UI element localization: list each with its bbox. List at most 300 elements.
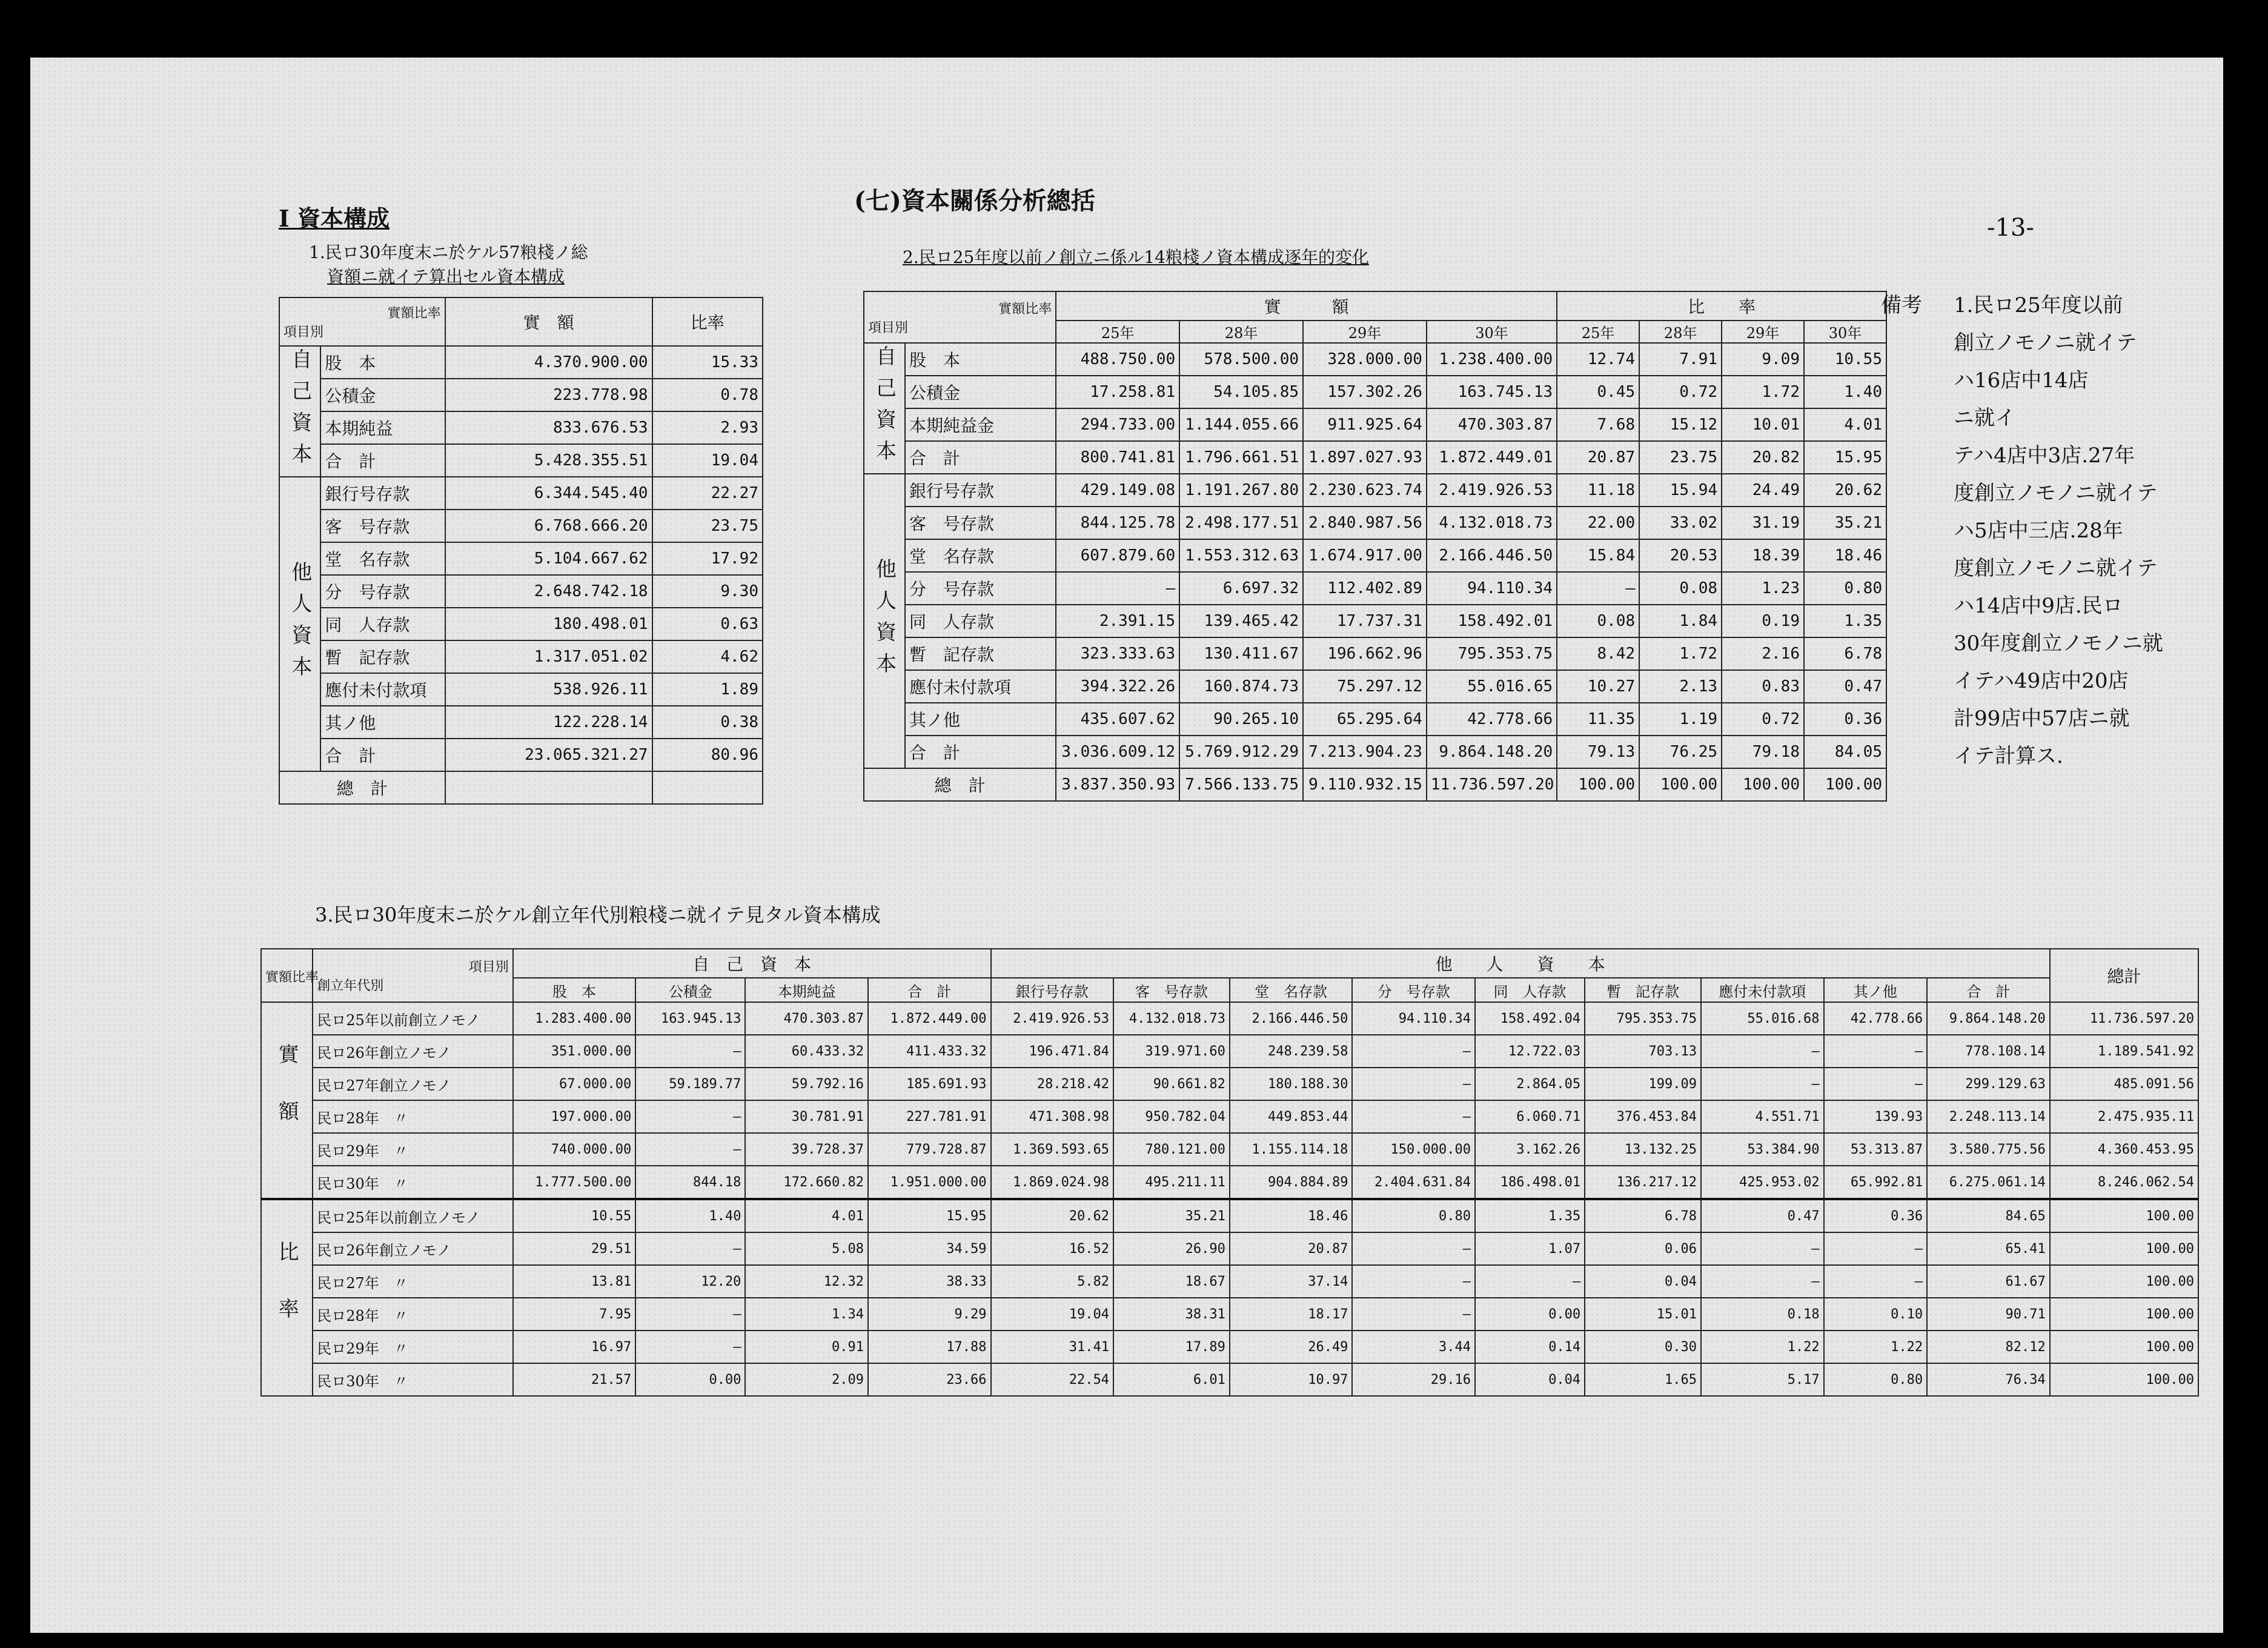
t3-row bbox=[261, 1002, 2198, 1035]
t3-value: 100.00 bbox=[2050, 1199, 2198, 1232]
t1-row bbox=[279, 346, 763, 379]
t1-item: 股 本 bbox=[320, 346, 445, 379]
t3-group-label: 比率 bbox=[261, 1199, 313, 1396]
note-line: テハ4店中3店.27年 bbox=[1954, 444, 2135, 468]
t1-group-label: 自己資本 bbox=[279, 346, 320, 477]
t3-value: 30.781.91 bbox=[745, 1100, 868, 1133]
t2-amount: 607.879.60 bbox=[1056, 539, 1179, 572]
notes-lines bbox=[1954, 287, 2163, 775]
t3-row bbox=[261, 1133, 2198, 1166]
note-line: 度創立ノモノニ就イテ bbox=[1954, 481, 2158, 505]
t2-ratio: 7.68 bbox=[1557, 408, 1639, 441]
t2-amount: 42.778.66 bbox=[1427, 703, 1557, 736]
t2-total-label: 總 計 bbox=[864, 768, 1056, 801]
t3-value: — bbox=[1824, 1265, 1928, 1298]
t1-total-label: 總 計 bbox=[279, 771, 445, 804]
t2-ratio: 2.13 bbox=[1639, 670, 1722, 703]
t3-row-label: 民ロ25年以前創立ノモノ bbox=[313, 1002, 512, 1035]
t1-amount: 4.370.900.00 bbox=[445, 346, 652, 379]
t2-amount: 911.925.64 bbox=[1303, 408, 1427, 441]
t3-row bbox=[261, 1363, 2198, 1396]
notes-block bbox=[1881, 287, 1922, 324]
t3-header-grand-total: 總計 bbox=[2050, 949, 2198, 1002]
t2-total-amount: 9.110.932.15 bbox=[1303, 768, 1427, 801]
t2-amount: 7.213.904.23 bbox=[1303, 736, 1427, 768]
t2-amount: 196.662.96 bbox=[1303, 637, 1427, 670]
t2-year-header: 28年 bbox=[1179, 321, 1303, 343]
t3-value: 2.404.631.84 bbox=[1352, 1166, 1475, 1199]
t2-amount: 163.745.13 bbox=[1427, 376, 1557, 408]
t3-value: — bbox=[1824, 1232, 1928, 1265]
t3-value: 90.661.82 bbox=[1113, 1068, 1230, 1100]
t2-amount: 17.737.31 bbox=[1303, 605, 1427, 637]
t3-value: — bbox=[1352, 1035, 1475, 1068]
t3-value: 94.110.34 bbox=[1352, 1002, 1475, 1035]
t1-amount: 223.778.98 bbox=[445, 379, 652, 411]
t2-amount: 800.741.81 bbox=[1056, 441, 1179, 474]
t3-row-label: 民ロ30年 〃 bbox=[313, 1166, 512, 1199]
t3-value: 23.66 bbox=[868, 1363, 991, 1396]
t3-row-label: 民ロ28年 〃 bbox=[313, 1298, 512, 1331]
t2-ratio: 15.94 bbox=[1639, 474, 1722, 507]
t1-row bbox=[279, 739, 763, 771]
t2-ratio: 18.39 bbox=[1722, 539, 1804, 572]
t2-ratio: 9.09 bbox=[1722, 343, 1804, 376]
t2-amount: 578.500.00 bbox=[1179, 343, 1303, 376]
t2-amount: 1.796.661.51 bbox=[1179, 441, 1303, 474]
t1-item: 公積金 bbox=[320, 379, 445, 411]
t2-ratio: 11.18 bbox=[1557, 474, 1639, 507]
t1-row bbox=[279, 608, 763, 640]
t2-ratio: 0.36 bbox=[1804, 703, 1886, 736]
t2-amount: 795.353.75 bbox=[1427, 637, 1557, 670]
t3-value: 26.90 bbox=[1113, 1232, 1230, 1265]
main-title: (七)資本關係分析總括 bbox=[854, 187, 1095, 215]
t2-amount: 54.105.85 bbox=[1179, 376, 1303, 408]
t1-ratio: 80.96 bbox=[652, 739, 763, 771]
t3-value: 31.41 bbox=[991, 1331, 1114, 1363]
t2-row bbox=[864, 637, 1886, 670]
t2-amount: 5.769.912.29 bbox=[1179, 736, 1303, 768]
t3-value: 10.97 bbox=[1230, 1363, 1353, 1396]
t3-value: 844.18 bbox=[635, 1166, 745, 1199]
t2-item: 分 号存款 bbox=[905, 572, 1056, 605]
t3-col-header: 股 本 bbox=[513, 978, 636, 1002]
t3-value: 172.660.82 bbox=[745, 1166, 868, 1199]
t3-value: 299.129.63 bbox=[1927, 1068, 2050, 1100]
note-line: 30年度創立ノモノニ就 bbox=[1954, 631, 2163, 656]
t2-year-header: 25年 bbox=[1557, 321, 1639, 343]
t3-value: 197.000.00 bbox=[513, 1100, 636, 1133]
t1-row bbox=[279, 542, 763, 575]
t3-value: 8.246.062.54 bbox=[2050, 1166, 2198, 1199]
t3-value: — bbox=[1824, 1068, 1928, 1100]
t3-value: 779.728.87 bbox=[868, 1133, 991, 1166]
t2-amount: 1.144.055.66 bbox=[1179, 408, 1303, 441]
t3-col-header: 公積金 bbox=[635, 978, 745, 1002]
t2-amount: 139.465.42 bbox=[1179, 605, 1303, 637]
t3-value: — bbox=[635, 1100, 745, 1133]
t3-col-header: 合 計 bbox=[1927, 978, 2050, 1002]
t2-item: 公積金 bbox=[905, 376, 1056, 408]
t1-item: 銀行号存款 bbox=[320, 477, 445, 510]
t3-value: 1.951.000.00 bbox=[868, 1166, 991, 1199]
t2-ratio: 79.13 bbox=[1557, 736, 1639, 768]
t2-amount: 1.674.917.00 bbox=[1303, 539, 1427, 572]
t2-amount: 1.553.312.63 bbox=[1179, 539, 1303, 572]
note-line: ハ14店中9店.民ロ bbox=[1954, 594, 2123, 618]
t3-row bbox=[261, 1232, 2198, 1265]
t1-item: 其ノ他 bbox=[320, 706, 445, 739]
t1-row bbox=[279, 673, 763, 706]
t3-value: 90.71 bbox=[1927, 1298, 2050, 1331]
t3-row-label: 民ロ30年 〃 bbox=[313, 1363, 512, 1396]
t3-value: 35.21 bbox=[1113, 1199, 1230, 1232]
t3-value: 12.20 bbox=[635, 1265, 745, 1298]
t3-value: 139.93 bbox=[1824, 1100, 1928, 1133]
t1-amount: 2.648.742.18 bbox=[445, 575, 652, 608]
t1-amount: 6.344.545.40 bbox=[445, 477, 652, 510]
t3-value: — bbox=[1701, 1232, 1824, 1265]
t1-item: 本期純益 bbox=[320, 411, 445, 444]
t2-amount: 328.000.00 bbox=[1303, 343, 1427, 376]
t2-amount: 75.297.12 bbox=[1303, 670, 1427, 703]
t3-value: 1.369.593.65 bbox=[991, 1133, 1114, 1166]
t2-year-header: 29年 bbox=[1303, 321, 1427, 343]
t3-value: 0.36 bbox=[1824, 1199, 1928, 1232]
t2-amount: 429.149.08 bbox=[1056, 474, 1179, 507]
t2-amount: 160.874.73 bbox=[1179, 670, 1303, 703]
t3-value: 5.17 bbox=[1701, 1363, 1824, 1396]
t1-row bbox=[279, 575, 763, 608]
t2-ratio: 6.78 bbox=[1804, 637, 1886, 670]
t3-col-header: 合 計 bbox=[868, 978, 991, 1002]
t3-row-label: 民ロ26年創立ノモノ bbox=[313, 1035, 512, 1068]
t3-value: 376.453.84 bbox=[1585, 1100, 1701, 1133]
t3-row bbox=[261, 1068, 2198, 1100]
t2-amount: 2.166.446.50 bbox=[1427, 539, 1557, 572]
t3-value: 2.166.446.50 bbox=[1230, 1002, 1353, 1035]
t2-item: 其ノ他 bbox=[905, 703, 1056, 736]
t3-group-label: 實額 bbox=[261, 1002, 313, 1199]
t3-value: — bbox=[635, 1298, 745, 1331]
t1-amount: 5.104.667.62 bbox=[445, 542, 652, 575]
section1-table bbox=[279, 297, 763, 805]
t2-ratio: 1.84 bbox=[1639, 605, 1722, 637]
t1-ratio: 19.04 bbox=[652, 444, 763, 477]
t3-value: 12.32 bbox=[745, 1265, 868, 1298]
t3-value: 4.132.018.73 bbox=[1113, 1002, 1230, 1035]
t1-item: 合 計 bbox=[320, 444, 445, 477]
t2-group-label: 他人資本 bbox=[864, 474, 905, 768]
t2-amount: 55.016.65 bbox=[1427, 670, 1557, 703]
t2-year-header: 25年 bbox=[1056, 321, 1179, 343]
t3-value: 180.188.30 bbox=[1230, 1068, 1353, 1100]
t1-ratio: 0.63 bbox=[652, 608, 763, 640]
t1-row bbox=[279, 477, 763, 510]
t3-value: 0.00 bbox=[1475, 1298, 1585, 1331]
t3-value: 100.00 bbox=[2050, 1331, 2198, 1363]
t1-total-ratio bbox=[652, 771, 763, 804]
t2-ratio: 23.75 bbox=[1639, 441, 1722, 474]
t3-row-label: 民ロ29年 〃 bbox=[313, 1133, 512, 1166]
t2-ratio: 0.45 bbox=[1557, 376, 1639, 408]
t2-row bbox=[864, 441, 1886, 474]
t2-ratio: 7.91 bbox=[1639, 343, 1722, 376]
t3-value: 6.275.061.14 bbox=[1927, 1166, 2050, 1199]
note-line: ハ16店中14店 bbox=[1954, 368, 2089, 393]
t3-value: 163.945.13 bbox=[635, 1002, 745, 1035]
t3-value: 22.54 bbox=[991, 1363, 1114, 1396]
t3-value: 100.00 bbox=[2050, 1232, 2198, 1265]
t3-value: — bbox=[1352, 1265, 1475, 1298]
t2-item: 合 計 bbox=[905, 441, 1056, 474]
t2-amount: 394.322.26 bbox=[1056, 670, 1179, 703]
t3-value: 15.95 bbox=[868, 1199, 991, 1232]
t1-ratio: 23.75 bbox=[652, 510, 763, 542]
t3-value: 485.091.56 bbox=[2050, 1068, 2198, 1100]
t3-value: 42.778.66 bbox=[1824, 1002, 1928, 1035]
note-line: 1.民ロ25年度以前 bbox=[1954, 293, 2123, 317]
t3-value: 13.132.25 bbox=[1585, 1133, 1701, 1166]
t2-amount: 2.498.177.51 bbox=[1179, 507, 1303, 539]
t2-amount: 3.036.609.12 bbox=[1056, 736, 1179, 768]
t1-row bbox=[279, 444, 763, 477]
t3-value: 0.91 bbox=[745, 1331, 868, 1363]
t3-value: 1.35 bbox=[1475, 1199, 1585, 1232]
t2-amount: 4.132.018.73 bbox=[1427, 507, 1557, 539]
t3-value: 3.580.775.56 bbox=[1927, 1133, 2050, 1166]
t2-total-row bbox=[864, 768, 1886, 801]
t2-item: 本期純益金 bbox=[905, 408, 1056, 441]
t1-amount: 833.676.53 bbox=[445, 411, 652, 444]
t2-amount: 2.840.987.56 bbox=[1303, 507, 1427, 539]
t1-amount: 1.317.051.02 bbox=[445, 640, 652, 673]
t3-value: 1.07 bbox=[1475, 1232, 1585, 1265]
t2-item: 應付未付款項 bbox=[905, 670, 1056, 703]
t2-ratio: 11.35 bbox=[1557, 703, 1639, 736]
notes-heading: 備考 bbox=[1881, 293, 1922, 317]
t1-item: 分 号存款 bbox=[320, 575, 445, 608]
t3-value: 2.09 bbox=[745, 1363, 868, 1396]
t2-ratio: 0.08 bbox=[1639, 572, 1722, 605]
t3-value: 5.08 bbox=[745, 1232, 868, 1265]
t3-value: — bbox=[1701, 1265, 1824, 1298]
t3-value: — bbox=[1475, 1265, 1585, 1298]
t3-value: 3.44 bbox=[1352, 1331, 1475, 1363]
t3-row bbox=[261, 1035, 2198, 1068]
t3-col-header: 銀行号存款 bbox=[991, 978, 1114, 1002]
t2-year-header: 30年 bbox=[1804, 321, 1886, 343]
t3-value: 495.211.11 bbox=[1113, 1166, 1230, 1199]
t3-value: 20.87 bbox=[1230, 1232, 1353, 1265]
t3-value: 29.16 bbox=[1352, 1363, 1475, 1396]
t1-ratio: 9.30 bbox=[652, 575, 763, 608]
t2-ratio: 1.35 bbox=[1804, 605, 1886, 637]
t3-value: 0.47 bbox=[1701, 1199, 1824, 1232]
t3-value: 21.57 bbox=[513, 1363, 636, 1396]
t2-amount: 2.419.926.53 bbox=[1427, 474, 1557, 507]
t3-value: 55.016.68 bbox=[1701, 1002, 1824, 1035]
t3-value: 780.121.00 bbox=[1113, 1133, 1230, 1166]
t3-value: 29.51 bbox=[513, 1232, 636, 1265]
t2-ratio: 1.40 bbox=[1804, 376, 1886, 408]
t2-ratio: — bbox=[1557, 572, 1639, 605]
t2-ratio: 10.55 bbox=[1804, 343, 1886, 376]
t3-row-label: 民ロ27年創立ノモノ bbox=[313, 1068, 512, 1100]
t2-amount: 844.125.78 bbox=[1056, 507, 1179, 539]
t3-value: 7.95 bbox=[513, 1298, 636, 1331]
t1-ratio: 22.27 bbox=[652, 477, 763, 510]
t2-ratio: 31.19 bbox=[1722, 507, 1804, 539]
t2-row bbox=[864, 670, 1886, 703]
t2-amount: 94.110.34 bbox=[1427, 572, 1557, 605]
t1-amount: 6.768.666.20 bbox=[445, 510, 652, 542]
t2-amount: 65.295.64 bbox=[1303, 703, 1427, 736]
t3-value: 2.864.05 bbox=[1475, 1068, 1585, 1100]
section2-title: 2.民ロ25年度以前ノ創立ニ係ル14粮棧ノ資本構成逐年的変化 bbox=[903, 247, 1369, 267]
note-line: 創立ノモノニ就イテ bbox=[1954, 331, 2137, 355]
t3-value: 199.09 bbox=[1585, 1068, 1701, 1100]
t3-value: 28.218.42 bbox=[991, 1068, 1114, 1100]
t1-group-label: 他人資本 bbox=[279, 477, 320, 771]
t3-value: 60.433.32 bbox=[745, 1035, 868, 1068]
t1-ratio: 15.33 bbox=[652, 346, 763, 379]
t3-value: — bbox=[1701, 1068, 1824, 1100]
t2-item: 合 計 bbox=[905, 736, 1056, 768]
t2-ratio: 0.47 bbox=[1804, 670, 1886, 703]
t3-value: 1.777.500.00 bbox=[513, 1166, 636, 1199]
t3-row bbox=[261, 1265, 2198, 1298]
t3-value: 5.82 bbox=[991, 1265, 1114, 1298]
t3-value: 950.782.04 bbox=[1113, 1100, 1230, 1133]
t2-ratio: 0.83 bbox=[1722, 670, 1804, 703]
t1-row bbox=[279, 379, 763, 411]
t3-value: — bbox=[1701, 1035, 1824, 1068]
t2-item: 銀行号存款 bbox=[905, 474, 1056, 507]
t2-total-ratio: 100.00 bbox=[1804, 768, 1886, 801]
t3-value: 39.728.37 bbox=[745, 1133, 868, 1166]
t3-value: 67.000.00 bbox=[513, 1068, 636, 1100]
t3-value: 158.492.04 bbox=[1475, 1002, 1585, 1035]
t2-total-ratio: 100.00 bbox=[1722, 768, 1804, 801]
t3-value: 18.17 bbox=[1230, 1298, 1353, 1331]
note-line: イテ計算ス. bbox=[1954, 744, 2063, 768]
section2-table bbox=[863, 291, 1887, 802]
t2-header-amount: 實 額 bbox=[1056, 291, 1557, 321]
t2-ratio: 0.19 bbox=[1722, 605, 1804, 637]
t3-value: — bbox=[635, 1133, 745, 1166]
t2-ratio: 15.12 bbox=[1639, 408, 1722, 441]
t2-item: 客 号存款 bbox=[905, 507, 1056, 539]
t3-value: 12.722.03 bbox=[1475, 1035, 1585, 1068]
t3-col-header: 暫 記存款 bbox=[1585, 978, 1701, 1002]
t3-value: 227.781.91 bbox=[868, 1100, 991, 1133]
t1-ratio: 4.62 bbox=[652, 640, 763, 673]
t1-total-amount bbox=[445, 771, 652, 804]
t2-ratio: 2.16 bbox=[1722, 637, 1804, 670]
t3-value: — bbox=[1352, 1100, 1475, 1133]
note-line: ニ就イ bbox=[1954, 406, 2015, 430]
t3-value: 6.78 bbox=[1585, 1199, 1701, 1232]
t3-row bbox=[261, 1100, 2198, 1133]
t3-value: 470.303.87 bbox=[745, 1002, 868, 1035]
t2-total-ratio: 100.00 bbox=[1557, 768, 1639, 801]
t2-ratio: 33.02 bbox=[1639, 507, 1722, 539]
t2-ratio: 0.72 bbox=[1639, 376, 1722, 408]
t2-total-amount: 11.736.597.20 bbox=[1427, 768, 1557, 801]
t3-value: 38.31 bbox=[1113, 1298, 1230, 1331]
t2-ratio: 35.21 bbox=[1804, 507, 1886, 539]
t3-value: 61.67 bbox=[1927, 1265, 2050, 1298]
note-line: 度創立ノモノニ就イテ bbox=[1954, 556, 2158, 580]
t3-value: 4.360.453.95 bbox=[2050, 1133, 2198, 1166]
t3-value: 185.691.93 bbox=[868, 1068, 991, 1100]
t3-value: 18.67 bbox=[1113, 1265, 1230, 1298]
t1-amount: 23.065.321.27 bbox=[445, 739, 652, 771]
document-page bbox=[30, 58, 2223, 1633]
t3-value: 1.189.541.92 bbox=[2050, 1035, 2198, 1068]
t2-ratio: 84.05 bbox=[1804, 736, 1886, 768]
t1-corner: 實額比率 項目別 bbox=[279, 297, 445, 346]
t2-amount: 6.697.32 bbox=[1179, 572, 1303, 605]
t2-ratio: 20.53 bbox=[1639, 539, 1722, 572]
t3-row-label: 民ロ27年 〃 bbox=[313, 1265, 512, 1298]
t3-value: 37.14 bbox=[1230, 1265, 1353, 1298]
t3-value: 6.060.71 bbox=[1475, 1100, 1585, 1133]
t3-value: 0.14 bbox=[1475, 1331, 1585, 1363]
t2-amount: — bbox=[1056, 572, 1179, 605]
t1-item: 客 号存款 bbox=[320, 510, 445, 542]
t3-value: 20.62 bbox=[991, 1199, 1114, 1232]
t2-ratio: 76.25 bbox=[1639, 736, 1722, 768]
t3-value: 9.864.148.20 bbox=[1927, 1002, 2050, 1035]
t2-ratio: 4.01 bbox=[1804, 408, 1886, 441]
t1-item: 應付未付款項 bbox=[320, 673, 445, 706]
t2-ratio: 10.27 bbox=[1557, 670, 1639, 703]
t2-group-label: 自己資本 bbox=[864, 343, 905, 474]
t2-ratio: 20.82 bbox=[1722, 441, 1804, 474]
t3-col-header: 其ノ他 bbox=[1824, 978, 1928, 1002]
t3-value: 2.248.113.14 bbox=[1927, 1100, 2050, 1133]
t2-row bbox=[864, 572, 1886, 605]
t2-row bbox=[864, 703, 1886, 736]
t3-value: — bbox=[1352, 1298, 1475, 1331]
t3-col-header: 本期純益 bbox=[745, 978, 868, 1002]
t1-row bbox=[279, 510, 763, 542]
t3-value: 740.000.00 bbox=[513, 1133, 636, 1166]
t3-value: 16.52 bbox=[991, 1232, 1114, 1265]
t3-row bbox=[261, 1298, 2198, 1331]
t3-value: 4.01 bbox=[745, 1199, 868, 1232]
t2-ratio: 10.01 bbox=[1722, 408, 1804, 441]
t2-row bbox=[864, 343, 1886, 376]
t3-value: 2.419.926.53 bbox=[991, 1002, 1114, 1035]
t2-row bbox=[864, 408, 1886, 441]
t1-item: 堂 名存款 bbox=[320, 542, 445, 575]
section3-table bbox=[260, 948, 2199, 1397]
t3-value: 17.89 bbox=[1113, 1331, 1230, 1363]
t3-value: 11.736.597.20 bbox=[2050, 1002, 2198, 1035]
t2-amount: 323.333.63 bbox=[1056, 637, 1179, 670]
t2-row bbox=[864, 539, 1886, 572]
t3-value: 1.869.024.98 bbox=[991, 1166, 1114, 1199]
t3-value: 17.88 bbox=[868, 1331, 991, 1363]
t3-value: 53.313.87 bbox=[1824, 1133, 1928, 1166]
t1-ratio: 1.89 bbox=[652, 673, 763, 706]
t2-amount: 1.191.267.80 bbox=[1179, 474, 1303, 507]
t3-value: 59.189.77 bbox=[635, 1068, 745, 1100]
